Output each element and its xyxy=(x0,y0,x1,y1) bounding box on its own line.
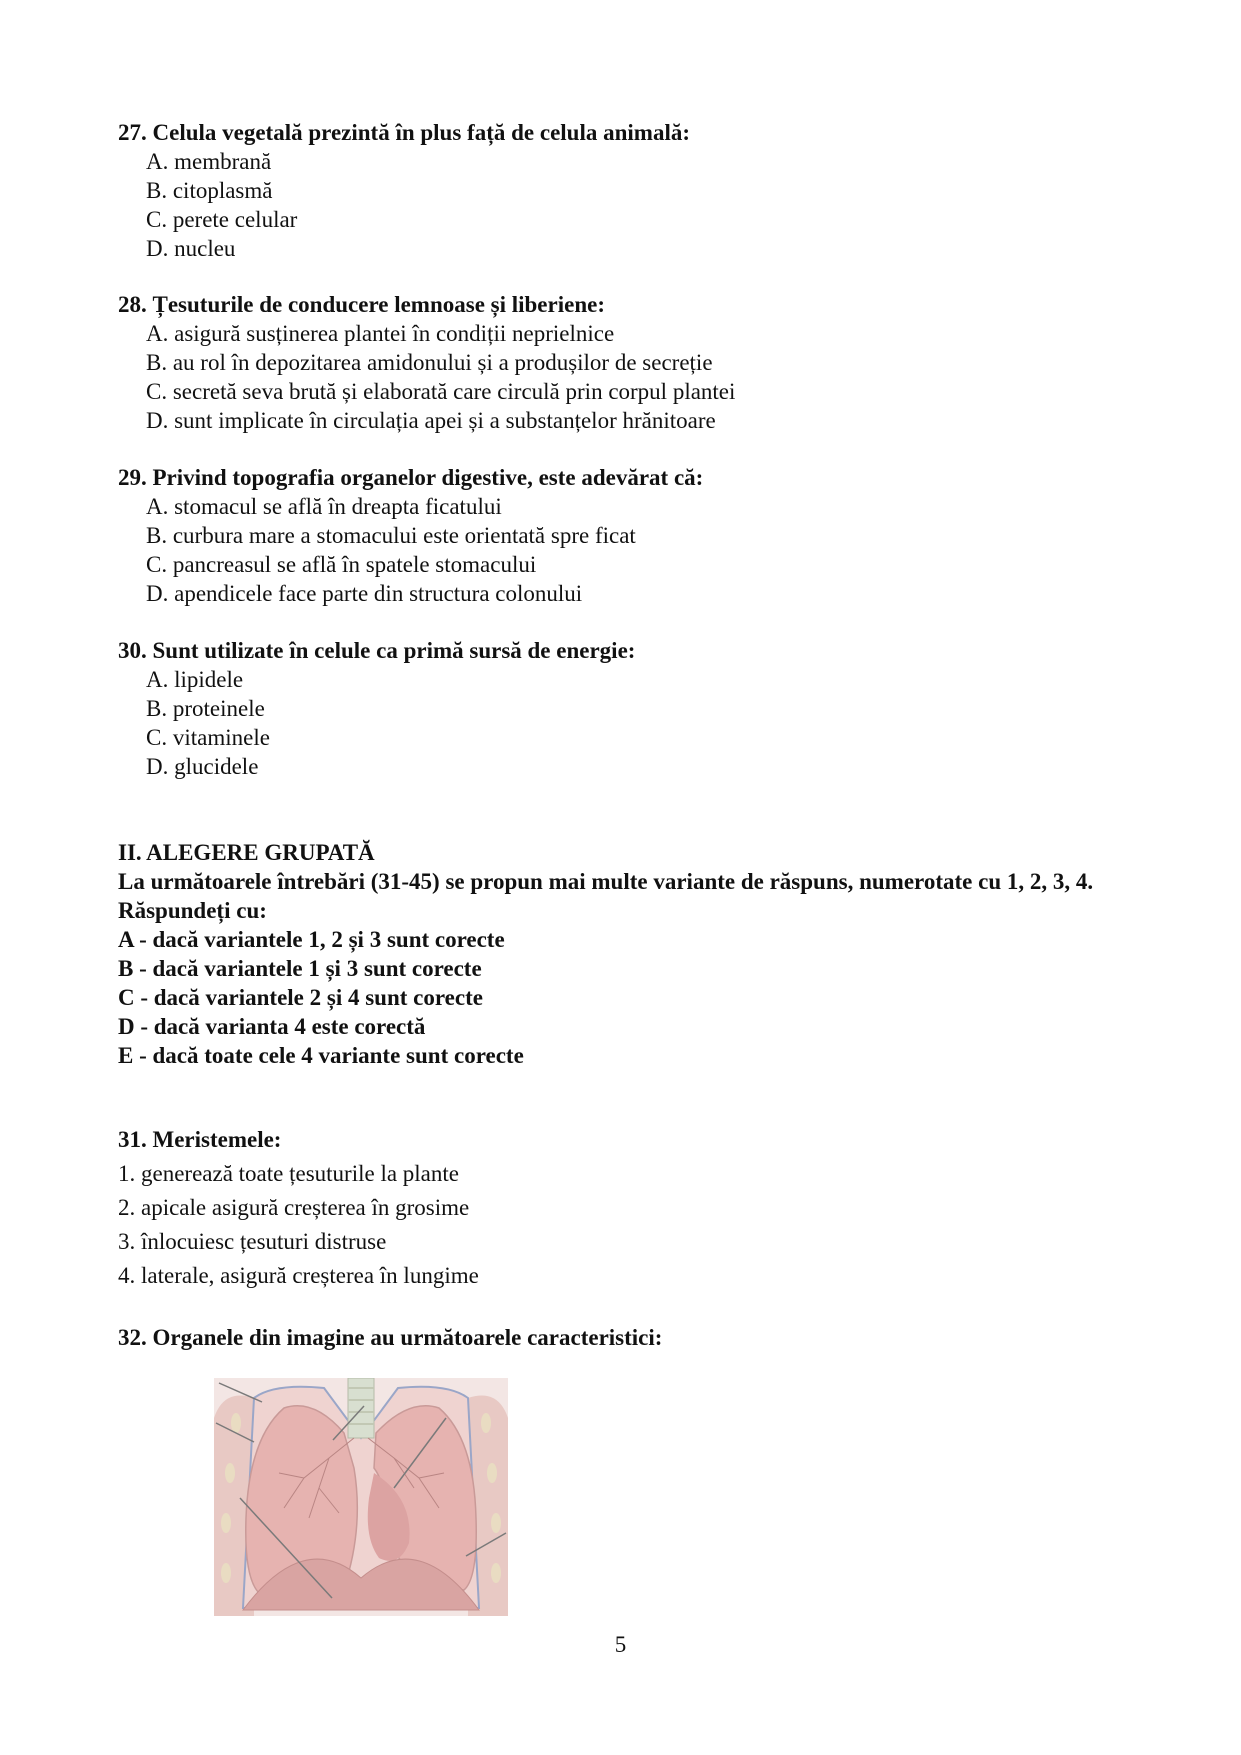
section-heading: II. ALEGERE GRUPATĂ xyxy=(118,840,375,865)
option: D. nucleu xyxy=(146,236,236,261)
answer-with-label: Răspundeți cu: xyxy=(118,898,267,923)
option: A. asigură susținerea plantei în condiții neprielnice xyxy=(146,321,615,346)
question-title: 29. Privind topografia organelor digestive, este adevărat că: xyxy=(118,465,704,490)
option: A. stomacul se află în dreapta ficatului xyxy=(146,494,502,519)
option: A. lipidele xyxy=(146,667,244,692)
question-title: 30. Sunt utilizate în celule ca primă sursă de energie: xyxy=(118,638,636,663)
option-list xyxy=(118,147,1128,263)
question-27 xyxy=(118,118,1128,263)
question-title: 32. Organele din imagine au următoarele caracteristici: xyxy=(118,1325,663,1350)
option: 2. apicale asigură creșterea în grosime xyxy=(118,1195,470,1220)
option: C. vitaminele xyxy=(146,725,270,750)
question-title: 31. Meristemele: xyxy=(118,1127,282,1152)
question-32 xyxy=(118,1323,1128,1352)
option-list xyxy=(118,319,1128,435)
question-28 xyxy=(118,290,1128,435)
option: D. apendicele face parte din structura colonului xyxy=(146,581,583,606)
page-number: 5 xyxy=(614,1632,627,1657)
question-title: 28. Țesuturile de conducere lemnoase și liberiene: xyxy=(118,292,605,317)
option: B. curbura mare a stomacului este orientată spre ficat xyxy=(146,523,636,548)
option-list xyxy=(118,492,1128,608)
option: B. proteinele xyxy=(146,696,265,721)
option: B. au rol în depozitarea amidonului și a produșilor de secreție xyxy=(146,350,713,375)
option-list xyxy=(118,665,1128,781)
option: D. glucidele xyxy=(146,754,259,779)
answer-key: E - dacă toate cele 4 variante sunt corecte xyxy=(118,1043,524,1068)
option: B. citoplasmă xyxy=(146,178,273,203)
section-grouped-choice xyxy=(118,838,1128,1070)
option: C. pancreasul se află în spatele stomacului xyxy=(146,552,537,577)
question-30 xyxy=(118,636,1128,781)
option-list xyxy=(118,1157,1128,1293)
option: 4. laterale, asigură creșterea în lungime xyxy=(118,1263,479,1288)
answer-key: D - dacă varianta 4 este corectă xyxy=(118,1014,426,1039)
option: A. membrană xyxy=(146,149,272,174)
option: D. sunt implicate în circulația apei și a substanțelor hrănitoare xyxy=(146,408,716,433)
answer-key: C - dacă variantele 2 și 4 sunt corecte xyxy=(118,985,483,1010)
option: 1. generează toate țesuturile la plante xyxy=(118,1161,459,1186)
section-intro: La următoarele întrebări (31-45) se propun mai multe variante de răspuns, numerotate cu 1, 2, 3, 4. xyxy=(118,869,1094,894)
question-31 xyxy=(118,1125,1128,1293)
answer-key: B - dacă variantele 1 și 3 sunt corecte xyxy=(118,956,482,981)
option: 3. înlocuiesc țesuturi distruse xyxy=(118,1229,387,1254)
answer-key: A - dacă variantele 1, 2 și 3 sunt corecte xyxy=(118,927,505,952)
lungs-illustration xyxy=(214,1378,508,1616)
option: C. secretă seva brută și elaborată care circulă prin corpul plantei xyxy=(146,379,736,404)
question-29 xyxy=(118,463,1128,608)
option: C. perete celular xyxy=(146,207,298,232)
question-title: 27. Celula vegetală prezintă în plus față de celula animală: xyxy=(118,120,691,145)
